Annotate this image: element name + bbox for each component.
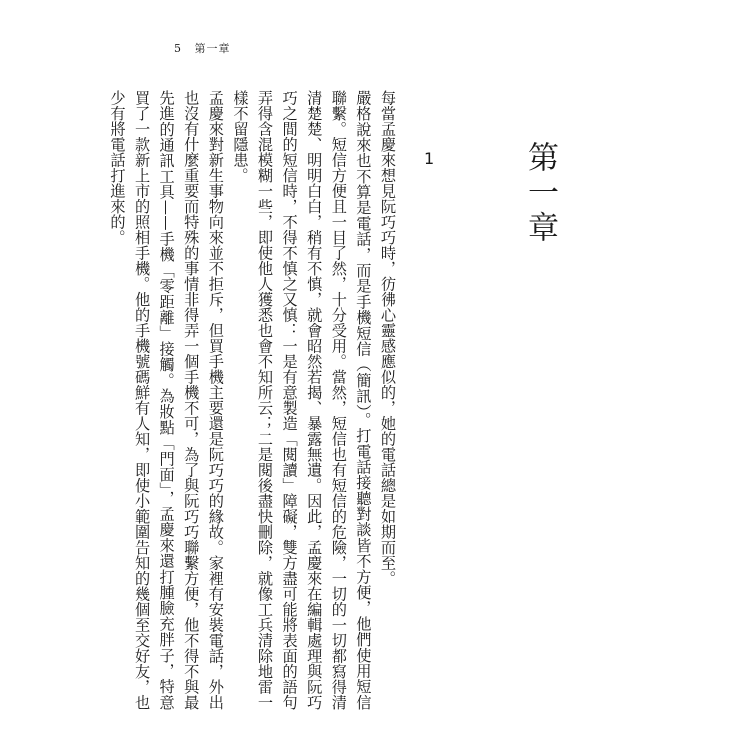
running-header <box>174 40 231 56</box>
chapter-title: 第一章 <box>522 141 558 246</box>
body-text <box>108 90 400 710</box>
chapter-number: 1 <box>424 149 435 168</box>
paragraph-3: 孟慶來對新生事物向來並不拒斥，但買手機主要還是阮巧巧的緣故。家裡有安裝電話，外出也沒有什麼重要而特殊的事情非得弄一個手機不可，為了與阮巧巧聯繫方便，他不得不與最先進的通訊工具——手機「零距離」接觸。為妝點「門面」，孟慶來還打腫臉充胖子，特意買了一款新上市的照相手機。他的手機號碼鮮有人知，即使小範圍告知的幾個至交好友，也少有將電話打進來的。 <box>108 90 225 710</box>
paragraph-2: 嚴格說來也不算是電話，而是手機短信（簡訊）。打電話接聽對談皆不方便，他們使用短信聯繫。短信方便且一目了然，十分受用。當然，短信也有短信的危險，一切的一切都寫得清清楚楚、明明白白，稍有不慎，就會昭然若揭、暴露無遺。因此，孟慶來在編輯處理與阮巧巧之間的短信時，不得不慎之又慎：一是有意製造「閱讀」障礙，雙方盡可能將表面的語句弄得含混模糊一些，即使他人獲悉也會不知所云；二是閱後盡快刪除，就像工兵清除地雷一樣不留隱患。 <box>231 90 373 710</box>
running-title: 第一章 <box>194 42 231 55</box>
paragraph-1: 每當孟慶來想見阮巧巧時，彷彿心靈感應似的，她的電話總是如期而至。 <box>379 90 397 586</box>
page-number: 5 <box>174 42 182 55</box>
